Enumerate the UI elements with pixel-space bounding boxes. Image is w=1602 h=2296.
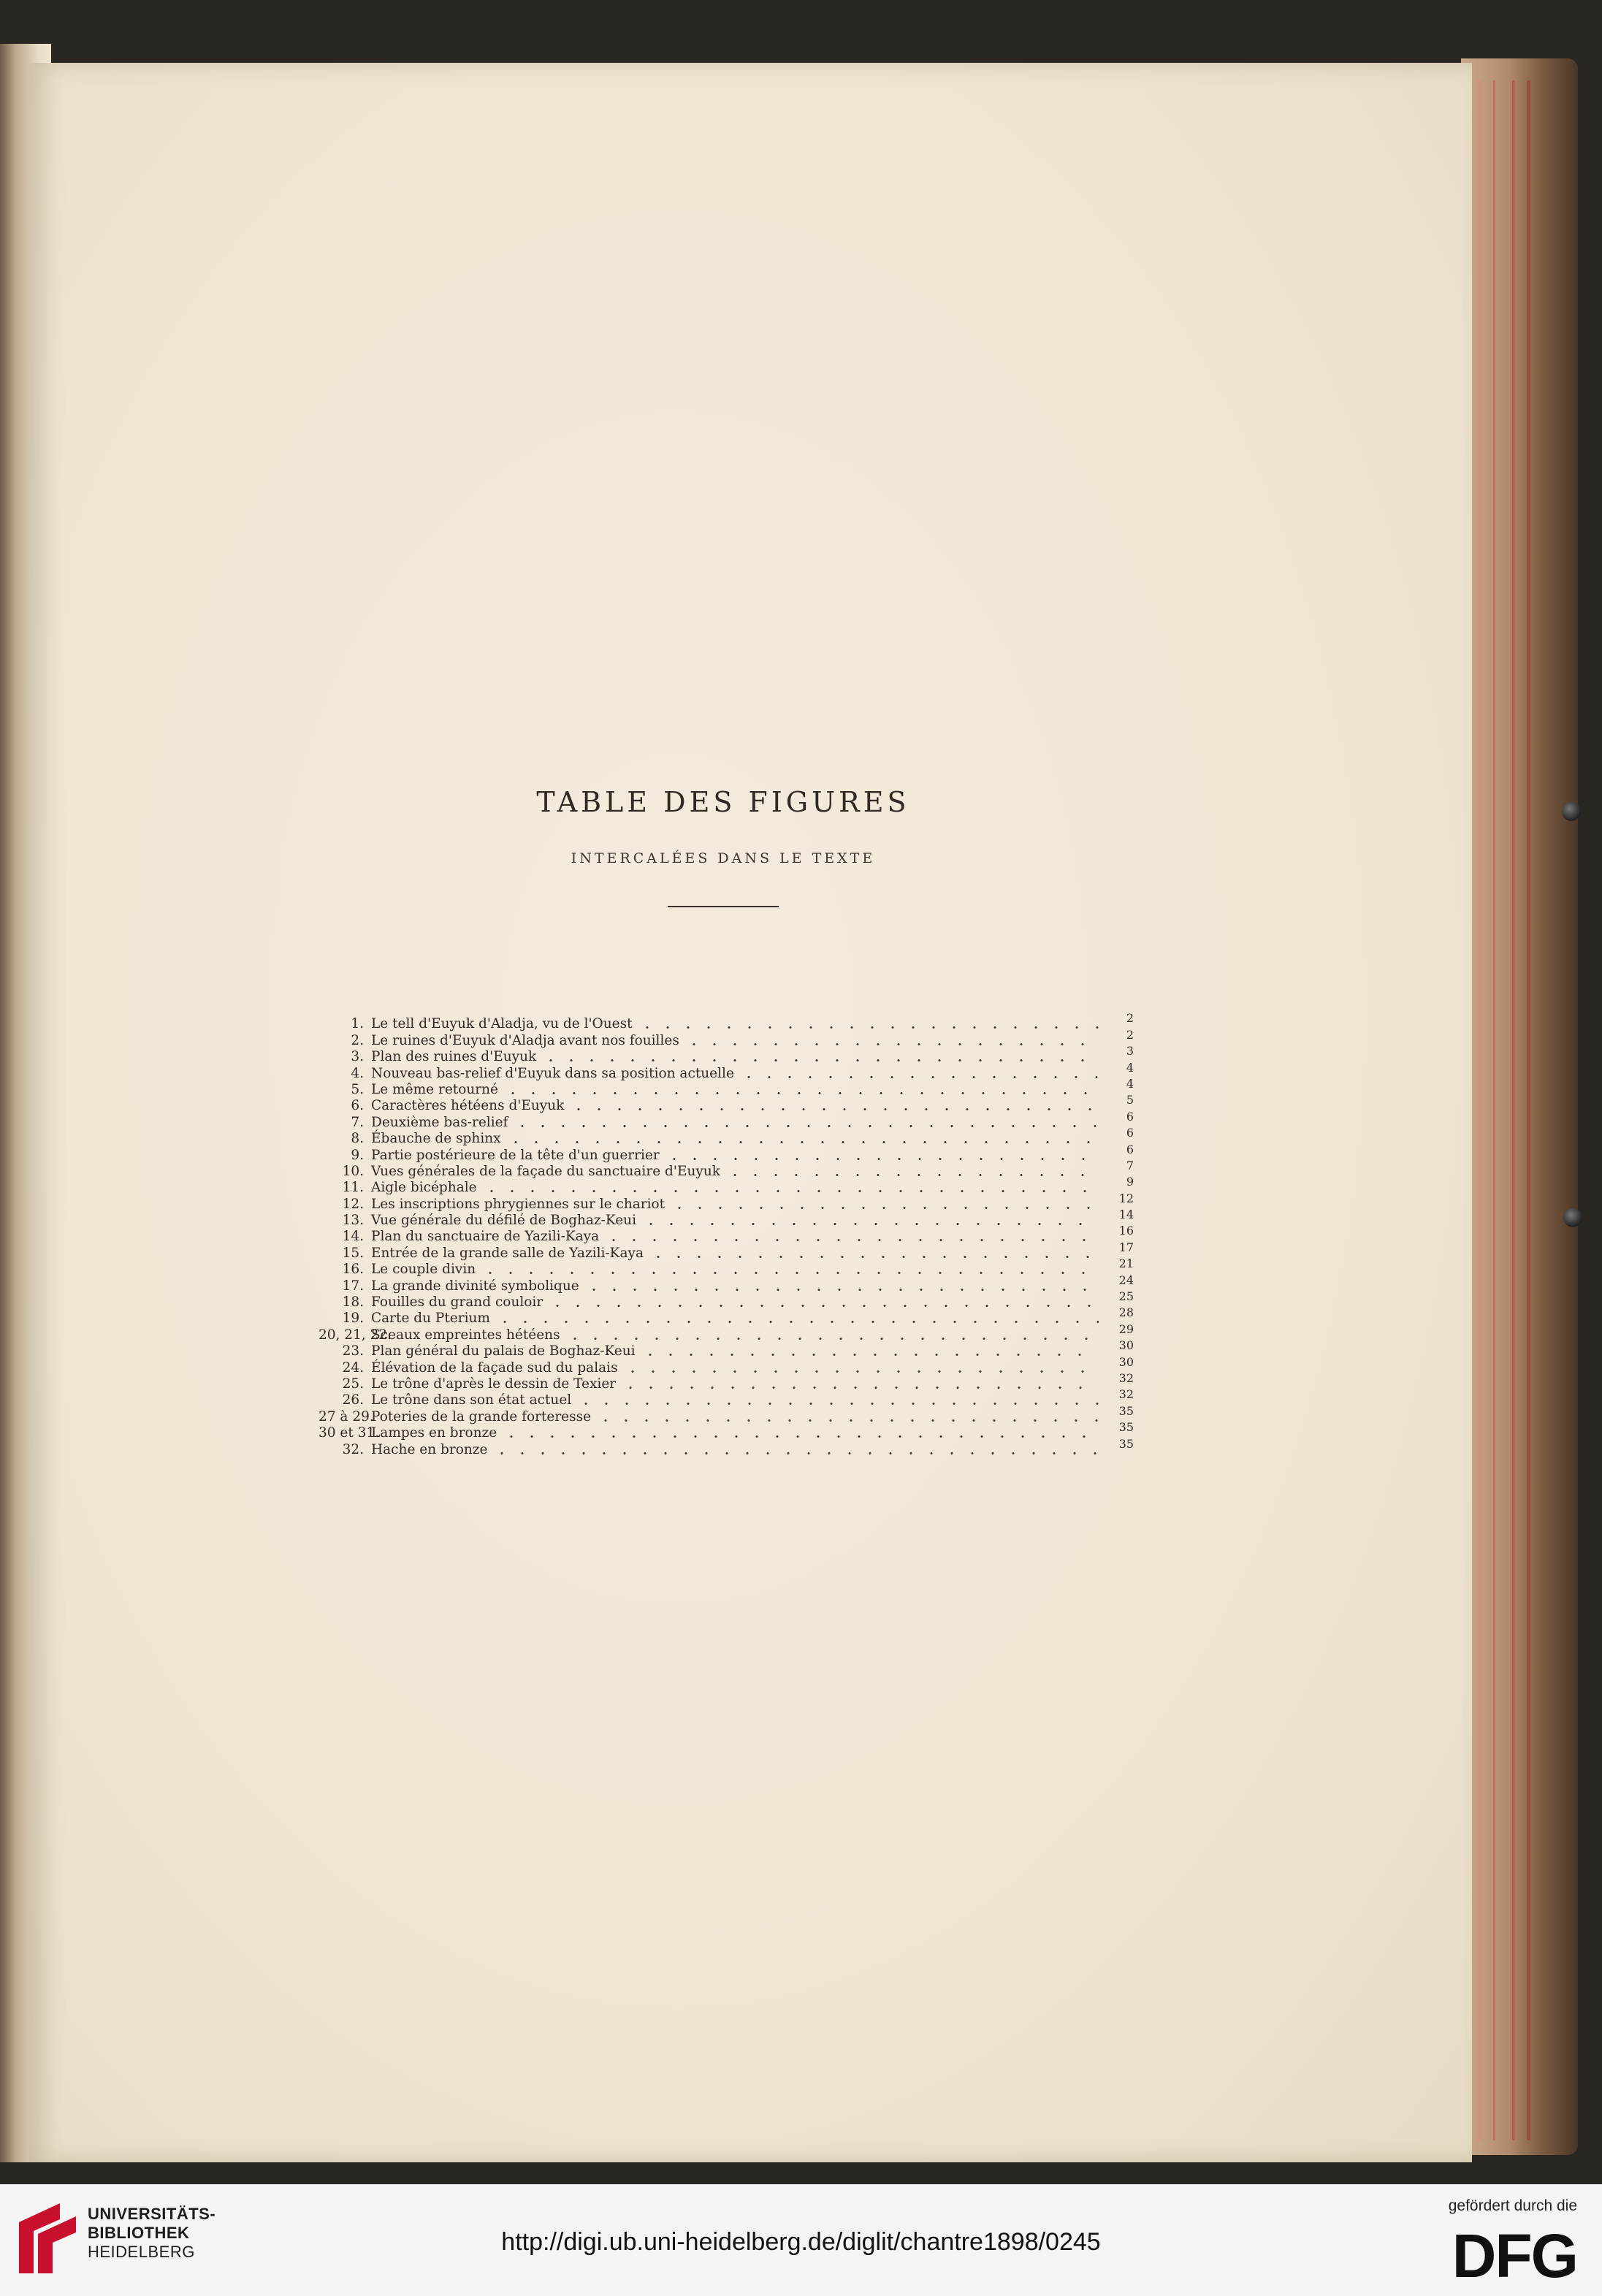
toc-entry-label: Le trône dans son état actuel [371, 1392, 572, 1408]
toc-entry-page: 35 [1118, 1403, 1134, 1418]
toc-entry-number: 7. [351, 1114, 364, 1130]
toc-dot-leader [640, 1354, 1099, 1356]
toc-entry-page: 4 [1126, 1060, 1134, 1075]
toc-entry-page: 35 [1118, 1420, 1134, 1435]
toc-entry [319, 1289, 1134, 1311]
toc-entry [319, 1354, 1134, 1376]
toc-entry-page: 2 [1126, 1027, 1134, 1042]
toc-entry-page: 5 [1126, 1093, 1134, 1107]
page-edge-line [1479, 80, 1481, 2140]
toc-entry-page: 12 [1118, 1191, 1134, 1205]
toc-entry-page: 24 [1118, 1273, 1134, 1287]
page-edge-line [1512, 80, 1515, 2140]
toc-entry [319, 1060, 1134, 1081]
library-name-line2: BIBLIOTHEK [88, 2224, 190, 2242]
toc-entry-number: 8. [351, 1131, 364, 1147]
toc-entry [319, 1436, 1134, 1457]
toc-entry-number: 3. [351, 1049, 364, 1065]
toc-entry-number: 30 et 31. [319, 1425, 380, 1441]
toc-entry-page: 29 [1118, 1321, 1134, 1336]
toc-entry-number: 20, 21, 22. [319, 1327, 392, 1343]
toc-entry-page: 35 [1118, 1436, 1134, 1451]
toc-entry-number: 19. [342, 1311, 364, 1327]
toc-entry-page: 3 [1126, 1044, 1134, 1059]
toc-dot-leader [506, 1141, 1099, 1143]
binding-stud [1562, 802, 1581, 821]
toc-entry-label: Le même retourné [371, 1081, 498, 1097]
toc-entry-page: 6 [1126, 1109, 1134, 1124]
toc-entry-number: 23. [342, 1343, 364, 1359]
toc-entry [319, 1224, 1134, 1245]
toc-entry [319, 1126, 1134, 1147]
toc-entry-number: 18. [342, 1294, 364, 1311]
toc-entry-page: 30 [1118, 1354, 1134, 1369]
toc-entry-page: 4 [1126, 1076, 1134, 1091]
toc-entry-page: 32 [1118, 1387, 1134, 1402]
toc-entry-number: 2. [351, 1032, 364, 1048]
toc-entry-number: 17. [342, 1278, 364, 1294]
toc-entry-page: 30 [1118, 1338, 1134, 1353]
toc-entry-page: 9 [1126, 1175, 1134, 1189]
toc-entry-label: Deuxième bas-relief [371, 1114, 508, 1130]
toc-entry-label: Lampes en bronze [371, 1425, 497, 1441]
page-subtitle: INTERCALÉES DANS LE TEXTE [571, 850, 876, 866]
funding-label: gefördert durch die [1448, 2197, 1577, 2214]
toc-dot-leader [565, 1338, 1099, 1340]
toc-entry-label: Carte du Pterium [371, 1311, 490, 1327]
toc-entry-label: Les inscriptions phrygiennes sur le chariot [371, 1196, 665, 1212]
toc-entry [319, 1175, 1134, 1196]
toc-dot-leader [503, 1092, 1099, 1094]
toc-entry [319, 1191, 1134, 1212]
toc-entry-label: Élévation de la façade sud du palais [371, 1359, 618, 1376]
toc-entry-number: 32. [342, 1441, 364, 1457]
binding-stud [1563, 1208, 1582, 1227]
page-title: TABLE DES FIGURES [536, 786, 910, 818]
toc-dot-leader [584, 1289, 1099, 1291]
toc-dot-leader [637, 1026, 1099, 1029]
toc-dot-leader [541, 1059, 1099, 1061]
toc-entry-number: 12. [342, 1196, 364, 1212]
toc-entry-number: 6. [351, 1098, 364, 1114]
toc-entry-label: Fouilles du grand couloir [371, 1294, 543, 1311]
toc-entry-label: Vues générales de la façade du sanctuaire d'Euyuk [371, 1163, 720, 1179]
toc-entry-page: 16 [1118, 1224, 1134, 1238]
toc-entry-label: Hache en bronze [371, 1441, 488, 1457]
toc-entry-page: 32 [1118, 1370, 1134, 1385]
toc-dot-leader [480, 1272, 1099, 1274]
toc-entry [319, 1403, 1134, 1424]
toc-entry-label: Entrée de la grande salle de Yazili-Kaya [371, 1245, 644, 1261]
toc-entry [319, 1044, 1134, 1065]
toc-entry-number: 11. [342, 1180, 364, 1196]
toc-entry-label: Le trône d'après le dessin de Texier [371, 1376, 617, 1392]
permalink-url[interactable]: http://digi.ub.uni-heidelberg.de/diglit/chantre1898/0245 [501, 2228, 1101, 2256]
toc-dot-leader [684, 1043, 1099, 1045]
toc-entry-label: Plan du sanctuaire de Yazili-Kaya [371, 1229, 600, 1245]
toc-dot-leader [595, 1419, 1099, 1422]
toc-entry [319, 1142, 1134, 1163]
toc-entry-number: 16. [342, 1262, 364, 1278]
toc-entry-page: 17 [1118, 1240, 1134, 1254]
toc-entry-number: 1. [351, 1016, 364, 1032]
toc-entry-number: 26. [342, 1392, 364, 1408]
toc-entry-label: Nouveau bas-relief d'Euyuk dans sa position actuelle [371, 1065, 734, 1081]
toc-entry-number: 5. [351, 1081, 364, 1097]
toc-dot-leader [492, 1452, 1099, 1454]
toc-entry-page: 14 [1118, 1208, 1134, 1222]
toc-entry-page: 6 [1126, 1126, 1134, 1140]
toc-entry-number: 27 à 29. [319, 1408, 374, 1424]
toc-dot-leader [664, 1158, 1099, 1160]
dfg-logo[interactable]: DFG [1452, 2221, 1577, 2290]
toc-entry [319, 1158, 1134, 1179]
library-name-line3: HEIDELBERG [88, 2243, 195, 2261]
toc-entry [319, 1370, 1134, 1392]
toc-entry [319, 1387, 1134, 1408]
toc-dot-leader [495, 1321, 1099, 1323]
toc-entry [319, 1338, 1134, 1359]
toc-entry-label: Sceaux empreintes hétéens [371, 1327, 560, 1343]
table-of-figures [319, 1011, 1134, 1457]
toc-entry [319, 1256, 1134, 1278]
toc-entry-label: Le ruines d'Euyuk d'Aladja avant nos fouilles [371, 1032, 679, 1048]
toc-dot-leader [641, 1223, 1099, 1225]
page-edge-line [1527, 80, 1530, 2140]
toc-entry-label: Le couple divin [371, 1262, 476, 1278]
toc-entry [319, 1076, 1134, 1097]
toc-entry-label: Plan général du palais de Boghaz-Keui [371, 1343, 636, 1359]
toc-entry-number: 9. [351, 1147, 364, 1163]
toc-entry-label: Vue générale du défilé de Boghaz-Keui [371, 1213, 636, 1229]
toc-dot-leader [648, 1256, 1099, 1258]
toc-dot-leader [547, 1305, 1099, 1307]
library-name-line1: UNIVERSITÄTS- [88, 2205, 216, 2223]
toc-dot-leader [725, 1174, 1099, 1176]
toc-entry-label: Ébauche de sphinx [371, 1131, 501, 1147]
toc-dot-leader [568, 1108, 1099, 1110]
toc-entry-page: 28 [1118, 1305, 1134, 1320]
toc-entry [319, 1027, 1134, 1048]
toc-entry-label: Le tell d'Euyuk d'Aladja, vu de l'Ouest [371, 1016, 633, 1032]
toc-dot-leader [481, 1190, 1099, 1192]
toc-entry [319, 1273, 1134, 1294]
toc-entry [319, 1240, 1134, 1261]
toc-entry-number: 14. [342, 1229, 364, 1245]
page-edge-line [1493, 80, 1495, 2140]
toc-entry-page: 6 [1126, 1142, 1134, 1156]
toc-entry-label: Caractères hétéens d'Euyuk [371, 1098, 565, 1114]
toc-entry-label: Aigle bicéphale [371, 1180, 477, 1196]
book-page [29, 63, 1472, 2162]
toc-entry-number: 15. [342, 1245, 364, 1261]
toc-entry-label: La grande divinité symbolique [371, 1278, 579, 1294]
toc-entry-page: 21 [1118, 1256, 1134, 1271]
toc-dot-leader [669, 1207, 1099, 1209]
toc-dot-leader [501, 1435, 1099, 1438]
toc-entry-number: 25. [342, 1376, 364, 1392]
toc-entry [319, 1321, 1134, 1343]
toc-entry-label: Plan des ruines d'Euyuk [371, 1049, 537, 1065]
toc-entry [319, 1208, 1134, 1229]
toc-dot-leader [512, 1125, 1099, 1127]
toc-entry-number: 10. [342, 1163, 364, 1179]
toc-entry [319, 1420, 1134, 1441]
toc-entry [319, 1011, 1134, 1032]
toc-dot-leader [739, 1076, 1099, 1078]
toc-entry [319, 1305, 1134, 1327]
toc-dot-leader [576, 1403, 1099, 1405]
toc-entry-number: 13. [342, 1213, 364, 1229]
toc-entry-number: 24. [342, 1359, 364, 1376]
toc-dot-leader [603, 1239, 1099, 1241]
toc-entry-page: 2 [1126, 1011, 1134, 1026]
toc-entry-label: Partie postérieure de la tête d'un guerrier [371, 1147, 660, 1163]
toc-dot-leader [622, 1370, 1099, 1373]
toc-entry [319, 1093, 1134, 1114]
viewer-footer [0, 2184, 1602, 2296]
toc-entry-label: Poteries de la grande forteresse [371, 1408, 592, 1424]
toc-entry-page: 7 [1126, 1158, 1134, 1172]
toc-entry-number: 4. [351, 1065, 364, 1081]
title-rule [668, 906, 779, 907]
toc-dot-leader [620, 1387, 1099, 1389]
toc-entry-page: 25 [1118, 1289, 1134, 1304]
toc-entry [319, 1109, 1134, 1130]
